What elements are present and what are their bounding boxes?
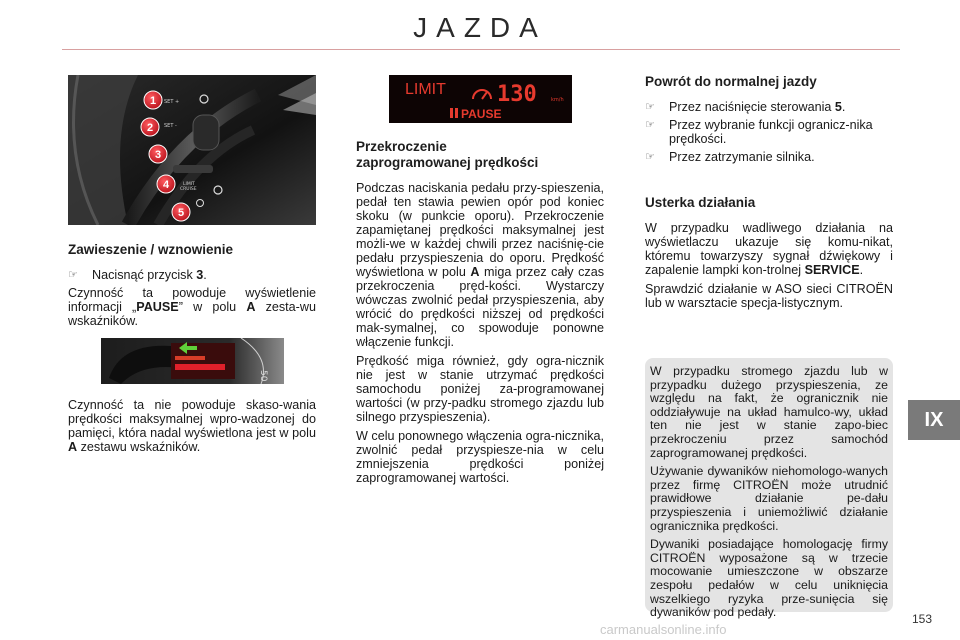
display-limit-text: LIMIT [405, 81, 446, 98]
page-title: JAZDA [413, 12, 547, 43]
steering-controls-photo [68, 75, 316, 225]
limit-display-illustration [389, 75, 572, 123]
pointing-hand-icon: ☞ [645, 151, 655, 163]
instrument-cluster-photo [101, 338, 284, 384]
bullet-stop-engine: ☞ Przez zatrzymanie silnika. [645, 150, 815, 164]
bullet-press-control-5: ☞ Przez naciśnięcie sterowania 5. [645, 100, 846, 114]
svg-text:3: 3 [154, 149, 162, 161]
paragraph-memory-kept: Czynność ta nie powoduje skaso-wania prędkości maksymalnej wpro-wadzonej do pamięci, która nadal wyświetlona jest w polu A zestawu wskaźników. [68, 398, 316, 454]
heading-pause-resume: Zawieszenie / wznowienie [68, 242, 234, 257]
instrument-cluster-illustration [101, 338, 284, 384]
callout-5 [172, 203, 190, 221]
page-number: 153 [912, 612, 933, 626]
bullet-press-button-3: ☞ Nacisnąć przycisk 3. [68, 268, 207, 282]
heading-malfunction: Usterka działania [645, 195, 756, 210]
svg-text:LIMIT: LIMIT [183, 182, 195, 187]
column-2 [356, 139, 604, 490]
limit-display-photo [389, 75, 572, 123]
heading-return-normal: Powrót do normalnej jazdy [645, 74, 817, 89]
paragraph-exceeding: Podczas naciskania pedału przy-spieszenia, pedał ten stawia pewien opór pod koniec skoku (w punkcie oporu). Przekroczenie zapamiętanej prędkości maksymalnej jest możli-we w każdej chwili przez naciśnię-cie pedału przyspieszenia do oporu. Prędkość wyświetlona w polu A miga przez cały czas przekroczenia pręd-kości. Wystarczy wówczas zwolnić pedał przyspieszenia, aby wrócić do prędkości niższej od prędkości mak-symalnej, co spowoduje ponowne włączenie funkcji. [356, 181, 604, 349]
svg-text:CRUISE: CRUISE [180, 187, 197, 192]
paragraph-pause-info: Czynność ta powoduje wyświetlenie informacji „PAUSE” w polu A zesta-wu wskaźników. [68, 286, 316, 328]
column-3 [645, 74, 893, 315]
steering-controls-illustration [68, 75, 316, 225]
heading-exceeding-speed: Przekroczenie zaprogramowanej prędkości [356, 139, 539, 170]
svg-text:2: 2 [146, 122, 154, 134]
callout-2 [141, 118, 159, 136]
column-1 [68, 242, 316, 333]
display-unit: km/h [551, 97, 564, 103]
gauge-label-50: 50 [258, 370, 268, 382]
note-paragraph-mats: Używanie dywaników niehomologo-wanych przez firmę CITROËN może utrudnić prawidłowe działanie pe-dału przyspieszenia i uniemożliwić działanie ogranicznika prędkości. [650, 464, 888, 533]
paragraph-reactivate: W celu ponownego włączenia ogra-nicznika, zwolnić pedał przyspiesze-nia w celu zmniejszenia prędkości poniżej zaprogramowanej wartości. [356, 429, 604, 485]
callout-1 [144, 91, 162, 109]
column-1-lower [68, 398, 316, 459]
warning-note-box [645, 358, 893, 620]
pointing-hand-icon: ☞ [645, 119, 655, 131]
note-paragraph-downhill: W przypadku stromego zjazdu lub w przypadku dużego przyspieszenia, ze względu na fakt, że ogranicznik nie oddziaływuje na układ hamulco-wy, układ ten nie jest w stanie zapo-biec przekroczeniu przez samochód zaprogramowanej prędkości. [650, 364, 888, 460]
svg-text:5: 5 [177, 207, 185, 219]
pointing-hand-icon: ☞ [68, 269, 78, 281]
paragraph-blinking: Prędkość miga również, gdy ogra-nicznik nie jest w stanie utrzymać prędkości samochodu poniżej za-programowanej wartości (w przy-padku stromego zjazdu lub silnego przyspieszenia). [356, 354, 604, 424]
callout-4 [157, 175, 175, 193]
bullet-select-function: ☞ Przez wybranie funkcji ogranicz-nika prędkości. [645, 118, 873, 146]
svg-text:SET +: SET + [164, 99, 180, 105]
note-paragraph-homologated-mats: Dywaniki posiadające homologację firmy CITROËN wyposażone są w trzecie mocowanie umieszczone w obszarze zespołu pedałów w celu uniknięcia wszelkiego ryzyka prze-sunięcia się dywaników pod pedały. [650, 537, 888, 620]
callout-3 [149, 145, 167, 163]
display-pause: PAUSE [461, 107, 502, 121]
display-speed: 130 [497, 82, 537, 107]
chapter-tab: IX [908, 400, 960, 440]
paragraph-check-service: Sprawdzić działanie w ASO sieci CITROËN lub w warsztacie specja-listycznym. [645, 282, 893, 310]
watermark: carmanualsonline.info [600, 622, 727, 637]
svg-text:1: 1 [149, 95, 157, 107]
svg-text:4: 4 [162, 179, 170, 191]
svg-text:SET -: SET - [164, 123, 177, 129]
title-rule [62, 49, 900, 50]
pointing-hand-icon: ☞ [645, 101, 655, 113]
paragraph-malfunction: W przypadku wadliwego działania na wyświetlaczu ukazuje się komu-nikat, któremu towarzyszy sygnał dźwiękowy i zapalenie lampki kon-trolnej SERVICE. [645, 221, 893, 277]
